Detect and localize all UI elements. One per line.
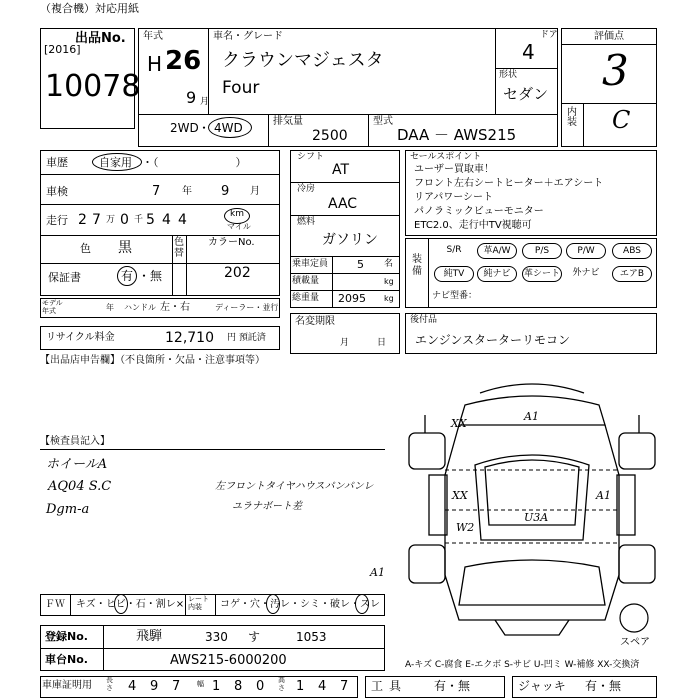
sheet-title: （複合機）対応用紙 <box>40 2 139 15</box>
cert-length-2: 7 <box>172 679 181 694</box>
damage-mark-3: A1 <box>596 489 611 502</box>
inspector-label: 【検査員記入】 <box>40 436 110 447</box>
equipment-row2-2: 革シート <box>522 266 562 282</box>
sales-label: セールスポイント <box>410 152 482 162</box>
cert-width-1: 8 <box>234 679 243 694</box>
mileage-mile: マイル <box>227 222 251 231</box>
tools-value: 有・無 <box>434 679 471 693</box>
aircon-value: AAC <box>328 196 358 212</box>
year-month: 9 <box>186 88 197 107</box>
inspector-note-0: ホイールA <box>46 457 108 472</box>
sales-line-0: ユーザー買取車！ <box>414 164 494 175</box>
type-value: DAA － AWS215 <box>397 126 517 144</box>
drive-4wd: 4WD <box>214 121 243 135</box>
drive-2wd: 2WD <box>170 121 199 135</box>
model-label: 車名・グレード <box>213 31 283 42</box>
color-code: 202 <box>224 265 251 281</box>
sales-line-1: フロント左右シートヒーター＋エアシート <box>414 178 604 189</box>
sales-line-3: パノラミックビューモニター <box>414 206 544 217</box>
fuel-label: 燃料 <box>297 217 316 227</box>
shift-value: AT <box>332 162 350 178</box>
cert-length-0: 4 <box>128 679 137 694</box>
inspection-label: 車検 <box>46 185 68 198</box>
inspector-note-2: Dgm-a <box>46 502 90 517</box>
fw-text2: コゲ・穴・汚レ・シミ・破レ・スレ <box>220 599 380 610</box>
aftermarket-label: 後付品 <box>410 315 438 325</box>
year-era: H <box>147 52 163 76</box>
mileage-d3: 0 <box>120 212 129 228</box>
recycle-amount: 12,710 <box>165 330 214 346</box>
equipment-row2-1: 純ナビ <box>477 266 517 282</box>
inspection-year: 7 <box>152 184 161 199</box>
equipment-row1-4: ABS <box>612 243 652 259</box>
damage-mark-0: XX <box>451 417 467 430</box>
grade-score: 3 <box>602 46 629 95</box>
nav-model-label: ナビ型番： <box>432 291 478 301</box>
equipment-row1-0: S/R <box>446 245 462 255</box>
registration-place: 飛騨 <box>136 629 163 644</box>
recycle-label: リサイクル料金 <box>46 332 115 343</box>
declaration-label: 【出品店申告欄】（不良箇所・欠品・注意事項等） <box>40 355 265 366</box>
cert-height-1: 4 <box>318 679 327 694</box>
aircon-label: 冷房 <box>297 184 316 194</box>
damage-mark-5: U3A <box>524 511 549 524</box>
mileage-d2: 7 <box>92 212 101 228</box>
inspector-note-3: 左フロントタイヤハウスパンパンレ <box>215 481 374 492</box>
damage-mark-1: A1 <box>524 410 539 423</box>
engine-label: 排気量 <box>273 116 303 127</box>
shape-value: セダン <box>503 85 549 103</box>
mileage-label: 走行 <box>46 214 68 227</box>
inspection-month: 9 <box>221 184 230 199</box>
doors-label: ドア <box>540 30 558 40</box>
mileage-d6: 4 <box>178 212 187 228</box>
fuel-value: ガソリン <box>322 232 378 248</box>
fw-text: キズ・ヒビ・石・割レ× <box>76 599 185 610</box>
cert-height-2: 7 <box>340 679 349 694</box>
lot-label: 出品No. <box>75 31 126 46</box>
equipment-row1-3: P/W <box>566 243 606 259</box>
sales-line-4: ETC2.0、走行中TV視聴可 <box>414 220 532 231</box>
color-code-label: カラーNo. <box>208 237 255 248</box>
chassis-label: 車台No. <box>45 653 88 666</box>
color-label: 色 <box>80 242 91 255</box>
equipment-row2-4: エアB <box>612 266 652 282</box>
spare-label: スペア <box>620 637 650 648</box>
cert-length-1: 9 <box>150 679 159 694</box>
equipment-row1-2: P/S <box>522 243 562 259</box>
model-grade: Four <box>222 78 260 98</box>
chassis-value: AWS215-6000200 <box>170 653 287 668</box>
color-value: 黒 <box>118 240 132 256</box>
history-value: 自家用 <box>99 156 132 169</box>
equipment-row2-0: 純TV <box>434 266 474 282</box>
registration-label: 登録No. <box>45 630 88 643</box>
model-name: クラウンマジェスタ <box>222 50 384 71</box>
damage-legend: A-キズ C-腐食 E-エクボ S-サビ U-凹ミ W-補修 XX-交換済 <box>405 660 640 670</box>
capacity-value: 5 <box>357 258 364 271</box>
inspector-note-1: AQ04 S.C <box>48 479 112 494</box>
cert-height-0: 1 <box>296 679 305 694</box>
mileage-d5: 4 <box>162 212 171 228</box>
registration-number: 1053 <box>296 630 327 644</box>
damage-mark-4: W2 <box>456 521 475 534</box>
damage-mark-2: XX <box>452 489 468 502</box>
mileage-d1: 2 <box>78 212 87 228</box>
lot-number: 10078 <box>45 69 141 104</box>
weight-value: 2095 <box>338 292 366 305</box>
engine-value: 2500 <box>312 128 348 144</box>
history-label: 車歴 <box>46 156 68 169</box>
equipment-row1-1: 革A/W <box>477 243 517 259</box>
shape-label: 形状 <box>499 70 518 80</box>
equipment-label: 装備 <box>412 254 422 277</box>
aftermarket-value: エンジンスターターリモコン <box>415 333 571 347</box>
mileage-km: km <box>230 209 244 219</box>
sales-line-2: リアパワーシート <box>414 192 493 203</box>
equipment-row2-3: 外ナビ <box>572 268 600 278</box>
inspector-note-4: ユラナボート差 <box>232 501 302 512</box>
year-label: 年式 <box>143 31 163 42</box>
cert-width-0: 1 <box>212 679 221 694</box>
interior-label: 内装 <box>567 107 577 128</box>
registration-class: 330 <box>205 630 228 644</box>
shift-label: シフト <box>297 152 325 162</box>
lot-year-tag: [2016] <box>44 43 81 56</box>
warranty-label: 保証書 <box>48 271 81 284</box>
grade-label: 評価点 <box>594 31 624 42</box>
registration-kana: す <box>248 630 261 644</box>
warranty-has: 有 <box>121 269 134 283</box>
mileage-d4: 5 <box>146 212 155 228</box>
doors-value: 4 <box>522 40 535 64</box>
type-label: 型式 <box>373 116 393 127</box>
year-value: 26 <box>165 46 202 76</box>
cert-width-2: 0 <box>256 679 265 694</box>
damage-mark-6: A1 <box>370 566 385 579</box>
jack-value: 有・無 <box>585 679 622 693</box>
interior-grade: C <box>612 106 631 134</box>
